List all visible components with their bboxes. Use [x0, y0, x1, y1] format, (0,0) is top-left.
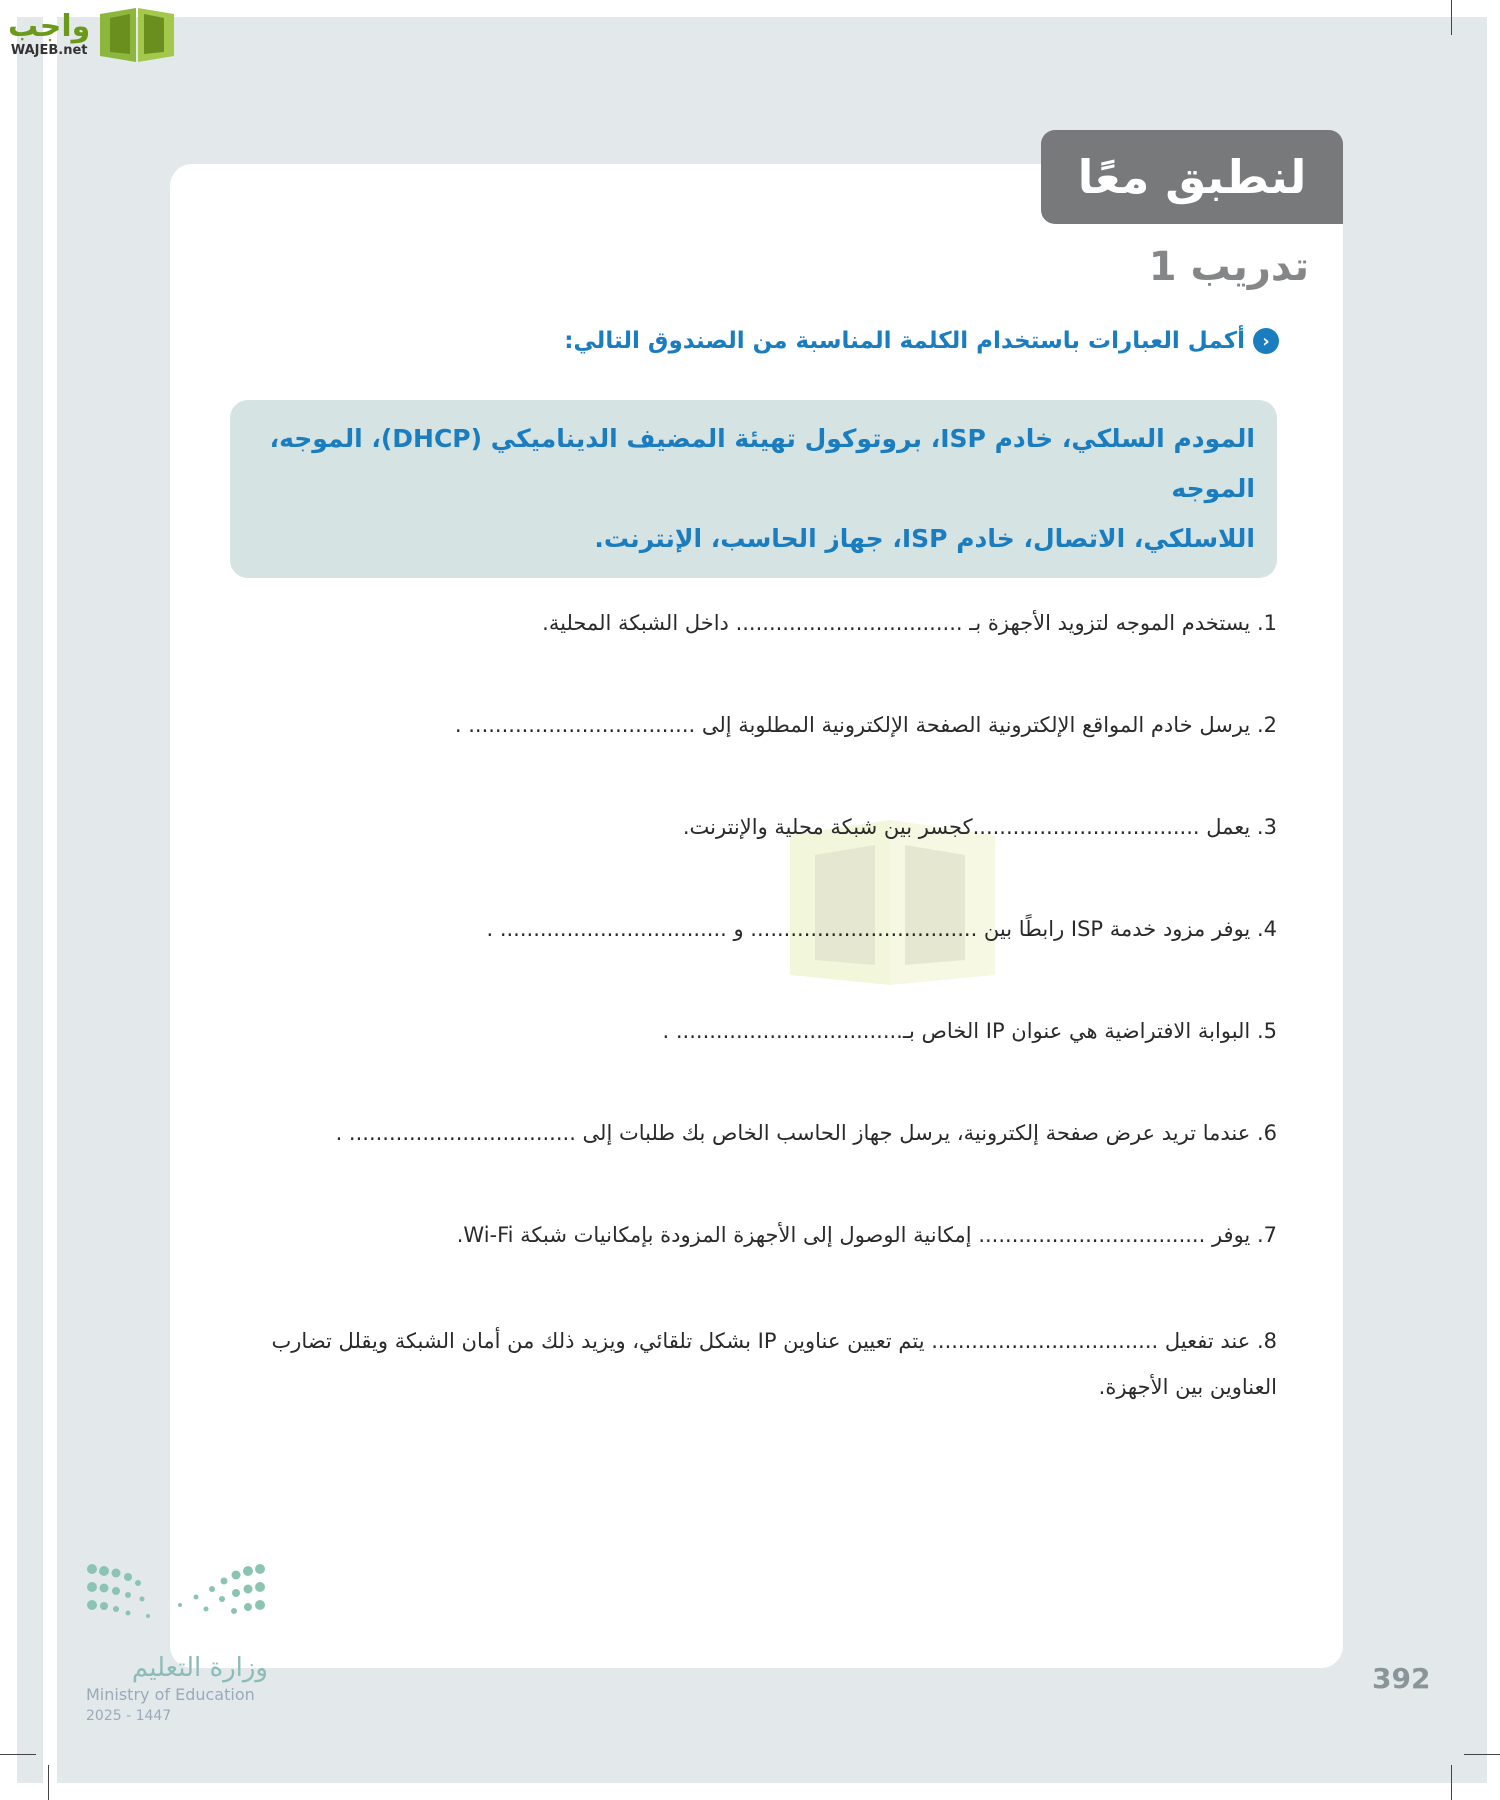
exercise-title: تدريب 1 [1148, 244, 1309, 290]
word-bank-box [230, 400, 1277, 578]
ministry-year: 2025 - 1447 [86, 1708, 172, 1724]
question-item: 6. عندما تريد عرض صفحة إلكترونية، يرسل جهاز الحاسب الخاص بك طلبات إلى .................................. . [335, 1121, 1277, 1145]
book-icon [96, 4, 178, 64]
question-item: 3. يعمل ..................................كجسر بين شبكة محلية والإنترنت. [682, 815, 1277, 839]
page-number: 392 [1372, 1662, 1431, 1695]
ministry-name-ar: وزارة التعليم [131, 1653, 268, 1683]
question-item: 7. يوفر .................................. إمكانية الوصول إلى الأجهزة المزودة بإمكانيات شبكة Wi-Fi. [456, 1223, 1277, 1247]
question-item: 4. يوفر مزود خدمة ISP رابطًا بين .................................. و .................................. . [486, 917, 1277, 941]
question-item: 1. يستخدم الموجه لتزويد الأجهزة بـ .................................. داخل الشبكة المحلية. [542, 611, 1277, 635]
ministry-name-en: Ministry of Education [86, 1685, 255, 1704]
question-item: 8. عند تفعيل .................................. يتم تعيين عناوين IP بشكل تلقائي، ويزيد ذلك من أمان الشبكة ويقلل تضارب العناوين بين الأجهزة. [271, 1329, 1277, 1399]
page-margin-strip [17, 17, 43, 1783]
ministry-dots-icon [86, 1561, 266, 1621]
chevron-left-icon: ‹ [1253, 328, 1279, 354]
section-tab: لنطبق معًا [1041, 130, 1343, 224]
crop-mark [1451, 1765, 1452, 1800]
word-bank-line: اللاسلكي، الاتصال، خادم ISP، جهاز الحاسب، الإنترنت. [594, 524, 1255, 553]
word-bank-line: المودم السلكي، خادم ISP، بروتوكول تهيئة المضيف الديناميكي (DHCP)، الموجه، الموجه [269, 424, 1255, 503]
logo-latin: WAJEB.net [10, 42, 88, 58]
crop-mark [48, 1765, 49, 1800]
crop-mark [0, 1754, 36, 1755]
ministry-logo [86, 1561, 268, 1724]
question-item: 5. البوابة الافتراضية هي عنوان IP الخاص بـ.................................. . [662, 1019, 1277, 1043]
crop-mark [1464, 1754, 1500, 1755]
instruction-text: أكمل العبارات باستخدام الكلمة المناسبة من الصندوق التالي: [564, 328, 1245, 354]
crop-mark [1451, 0, 1452, 35]
question-item: 2. يرسل خادم المواقع الإلكترونية الصفحة الإلكترونية المطلوبة إلى .................................. . [454, 713, 1277, 737]
wajeb-logo [8, 4, 178, 64]
logo-arabic: واجب [8, 8, 91, 44]
exercise-content [230, 400, 1277, 1416]
instruction [564, 328, 1279, 354]
